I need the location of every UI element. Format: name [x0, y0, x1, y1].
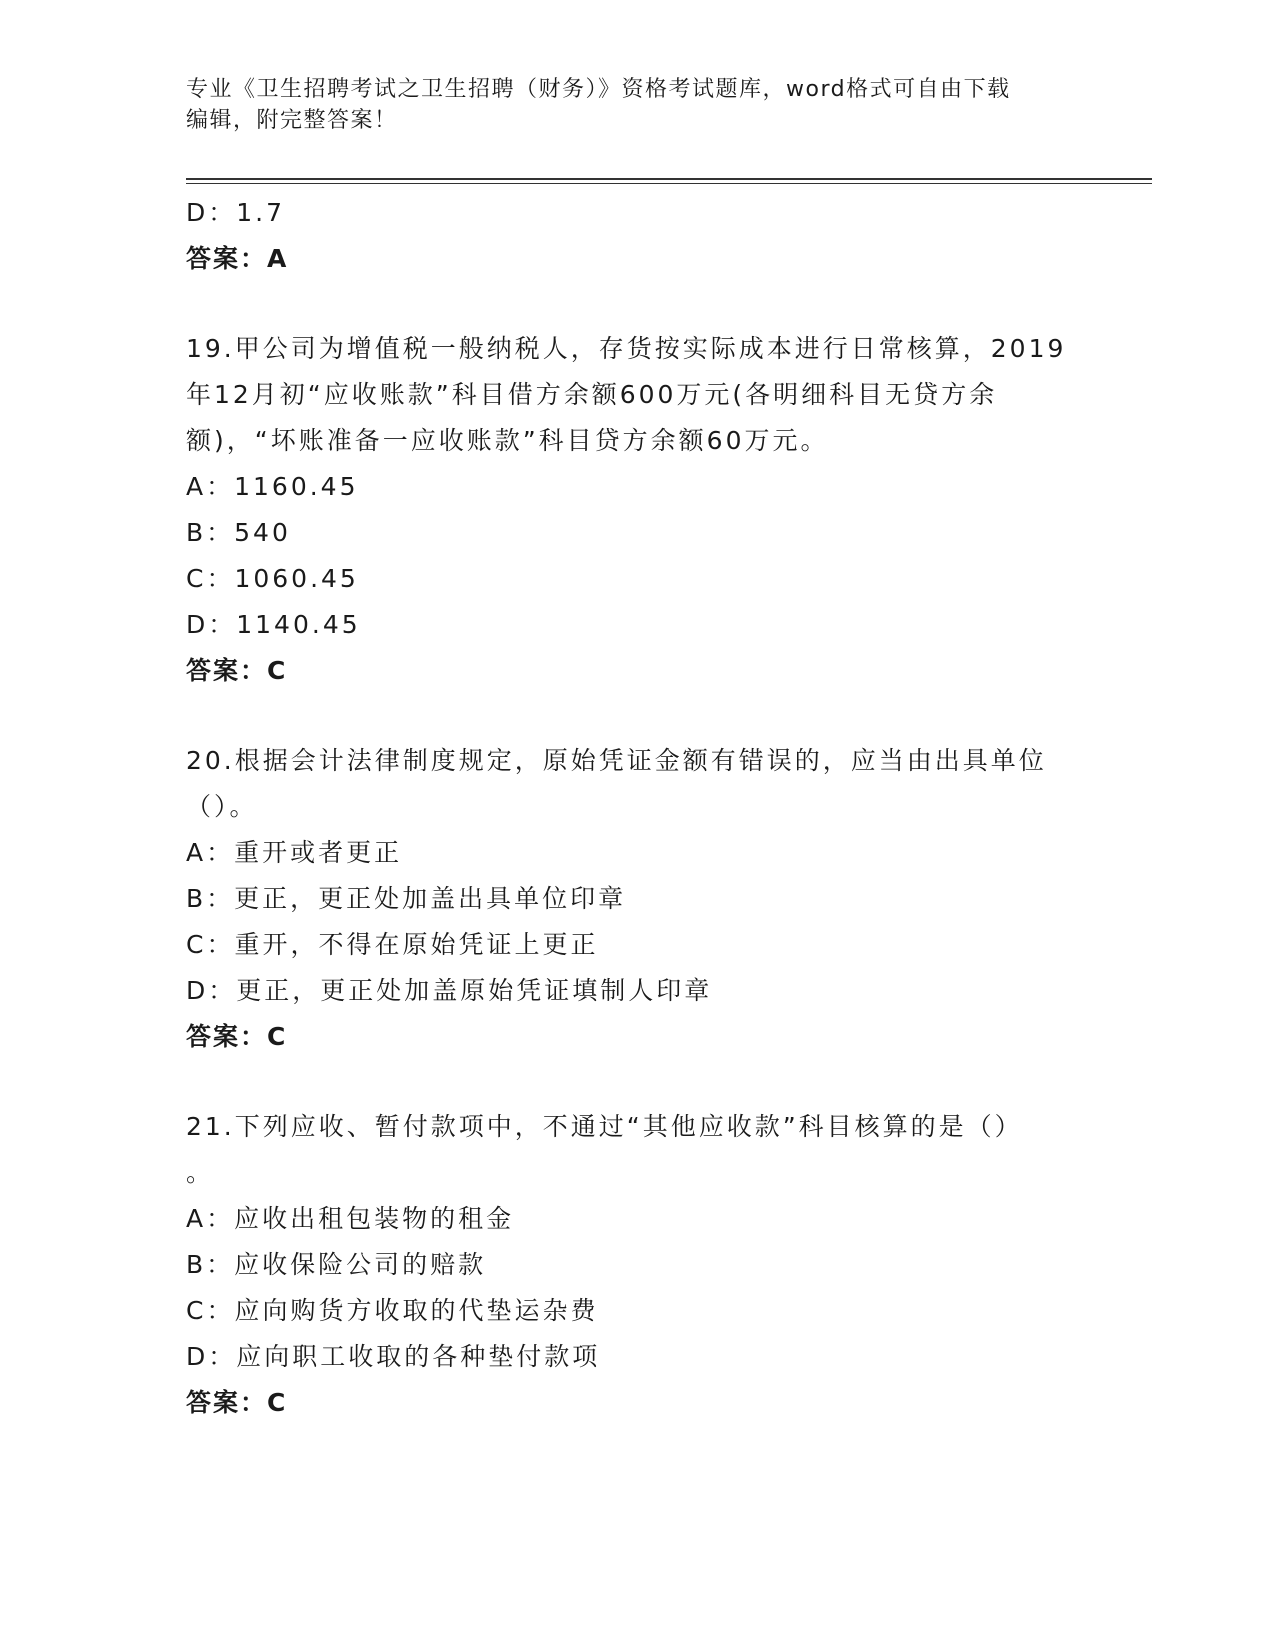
question-21 [186, 1104, 1086, 1426]
question-text-line-1: 19.甲公司为增值税一般纳税人，存货按实际成本进行日常核算，2019 [186, 334, 1067, 363]
previous-question-tail [186, 190, 1086, 282]
question-text-line-2: 。 [186, 1158, 215, 1187]
header-divider-thin [186, 183, 1152, 184]
option-a: A：应收出租包装物的租金 [186, 1204, 515, 1233]
page-header [186, 74, 1066, 136]
question-text-line-1: 21.下列应收、暂付款项中，不通过“其他应收款”科目核算的是（） [186, 1112, 1023, 1141]
question-20 [186, 738, 1086, 1060]
question-text-line-1: 20.根据会计法律制度规定，原始凭证金额有错误的，应当由出具单位 [186, 746, 1047, 775]
header-divider-thick [186, 178, 1152, 180]
answer-line: 答案：C [186, 1022, 288, 1051]
option-d: D：应向职工收取的各种垫付款项 [186, 1342, 601, 1371]
option-c: C：重开，不得在原始凭证上更正 [186, 930, 599, 959]
option-b: B：更正，更正处加盖出具单位印章 [186, 884, 627, 913]
answer-line: 答案：C [186, 1388, 288, 1417]
answer-line: 答案：C [186, 656, 288, 685]
question-text-line-2: 年12月初“应收账款”科目借方余额600万元(各明细科目无贷方余 [186, 380, 998, 409]
question-text-line-3: 额)，“坏账准备一应收账款”科目贷方余额60万元。 [186, 426, 829, 455]
option-a: A：1160.45 [186, 472, 359, 501]
option-d: D：1140.45 [186, 610, 361, 639]
header-line-1: 专业《卫生招聘考试之卫生招聘（财务）》资格考试题库，word格式可自由下载 [186, 77, 1011, 102]
question-content [186, 190, 1086, 1426]
option-c: C：1060.45 [186, 564, 359, 593]
option-b: B：应收保险公司的赔款 [186, 1250, 487, 1279]
option-d: D：1.7 [186, 198, 286, 227]
option-d: D：更正，更正处加盖原始凭证填制人印章 [186, 976, 713, 1005]
question-text-line-2: （）。 [186, 792, 258, 821]
answer-line: 答案：A [186, 244, 289, 273]
option-a: A：重开或者更正 [186, 838, 403, 867]
option-b: B：540 [186, 518, 291, 547]
question-19 [186, 326, 1086, 694]
option-c: C：应向购货方收取的代垫运杂费 [186, 1296, 599, 1325]
header-line-2: 编辑，附完整答案！ [186, 108, 398, 133]
